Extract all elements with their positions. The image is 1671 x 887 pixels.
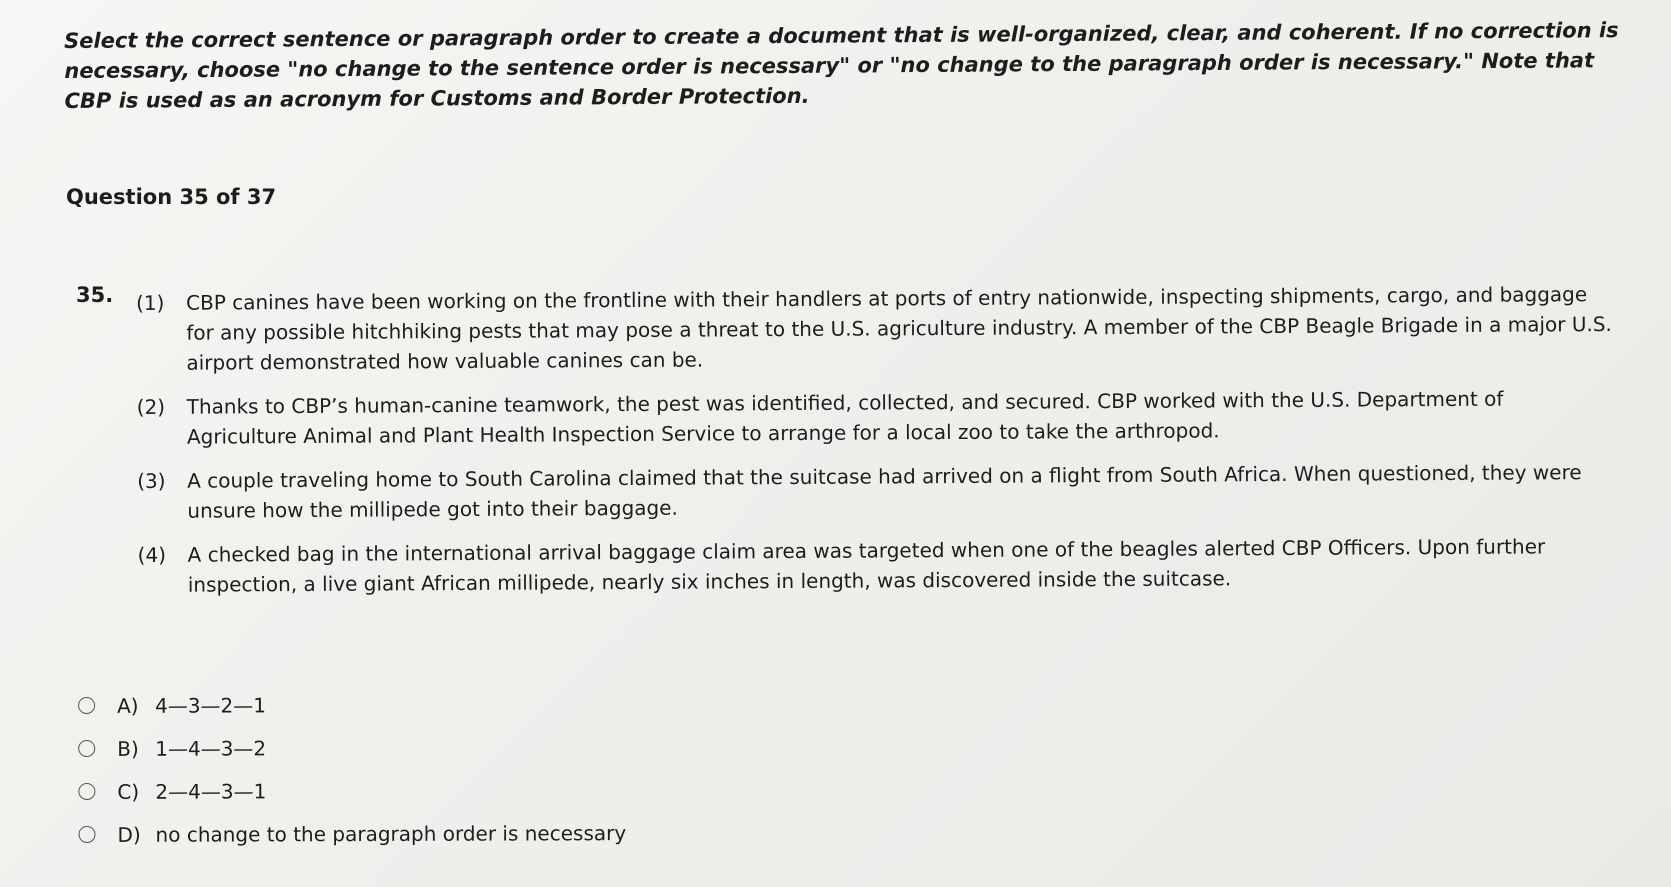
option-text: no change to the paragraph order is necessary xyxy=(155,820,627,847)
option-c[interactable] xyxy=(78,768,626,813)
radio-button[interactable] xyxy=(78,697,95,714)
option-letter: D) xyxy=(117,822,141,847)
paragraph-text: CBP canines have been working on the frontline with their handlers at ports of entry nationwide, inspecting shipments, cargo, and baggage for any possible hitchhiking pests that may pose a threat to the U.S. agriculture industry. A member of the CBP Beagle Brigade in a major U.S. airport demonstrated how valuable canines can be. xyxy=(186,282,1612,375)
option-b[interactable] xyxy=(78,725,626,770)
paragraph-text: Thanks to CBP’s human-canine teamwork, the pest was identified, collected, and secured. CBP worked with the U.S. Department of Agriculture Animal and Plant Health Inspection Service to arrange for a local zoo to take the arthropod. xyxy=(186,386,1504,449)
question-number: 35. xyxy=(76,283,114,307)
paragraph-number: (4) xyxy=(137,542,167,567)
option-a[interactable] xyxy=(78,682,626,727)
radio-button[interactable] xyxy=(78,740,95,757)
instructions-text: Select the correct sentence or paragraph order to create a document that is well-organized, clear, and coherent. If no correction is necessary, choose "no change to the sentence order is necessary" or "no change to the paragraph order is necessary." Note that CBP is used as an acronym for Customs and Border Protection. xyxy=(64,18,1619,113)
option-letter: B) xyxy=(117,736,139,761)
paragraph-text: A checked bag in the international arrival baggage claim area was targeted when one of the beagles alerted CBP Officers. Upon further inspection, a live giant African millipede, nearly six inches in length, was discovered inside the suitcase. xyxy=(187,534,1546,597)
answer-options xyxy=(78,682,626,856)
option-text: 2—4—3—1 xyxy=(155,778,267,804)
option-text: 1—4—3—2 xyxy=(155,735,267,761)
paragraph-list xyxy=(136,279,1618,614)
paragraph-number: (1) xyxy=(136,290,165,315)
option-letter: A) xyxy=(117,693,139,718)
paragraph-number: (2) xyxy=(136,394,166,419)
radio-button[interactable] xyxy=(78,826,95,843)
option-d[interactable] xyxy=(78,811,626,856)
radio-button[interactable] xyxy=(78,783,95,800)
paragraph-text: A couple traveling home to South Carolina claimed that the suitcase had arrived on a flight from South Africa. When questioned, they were unsure how the millipede got into their baggage. xyxy=(187,460,1582,523)
option-text: 4—3—2—1 xyxy=(155,692,267,718)
question-counter: Question 35 of 37 xyxy=(66,185,277,209)
paragraph-3 xyxy=(137,457,1617,526)
paragraph-1 xyxy=(136,279,1617,378)
option-letter: C) xyxy=(117,779,140,804)
paragraph-2 xyxy=(137,383,1617,452)
paragraph-number: (3) xyxy=(137,468,166,493)
paragraph-4 xyxy=(138,531,1618,600)
